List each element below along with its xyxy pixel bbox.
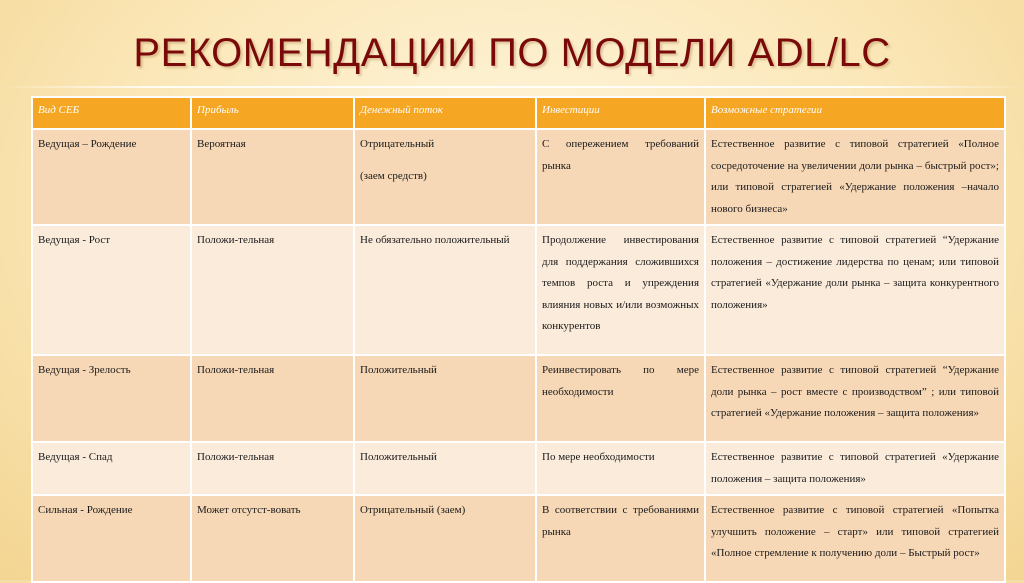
recommendations-table xyxy=(31,96,1006,583)
cell-strategy: Естественное развитие с типовой стратегией «Полное сосредоточение на увеличении доли рынка – быстрый рост»; или типовой стратегией «Удержание положения –начало нового бизнеса» xyxy=(705,129,1005,225)
cell-strategy: Естественное развитие с типовой стратегией «Попытка улучшить положение – старт» или типовой стратегией «Полное стремление к получению доли – Быстрый рост» xyxy=(705,495,1005,582)
table-row xyxy=(32,225,1005,355)
page-title: РЕКОМЕНДАЦИИ ПО МОДЕЛИ ADL/LC xyxy=(133,31,891,75)
table-row xyxy=(32,355,1005,442)
cell-cashflow: Отрицательный (заем) xyxy=(354,495,536,582)
cell-profit: Может отсутст-вовать xyxy=(191,495,354,582)
cell-investment: С опережением требований рынка xyxy=(536,129,705,225)
cell-cashflow xyxy=(354,129,536,225)
table-row xyxy=(32,442,1005,495)
cell-type: Ведущая - Спад xyxy=(32,442,191,495)
cell-type: Ведущая - Рост xyxy=(32,225,191,355)
cell-type: Сильная - Рождение xyxy=(32,495,191,582)
cell-profit: Положи-тельная xyxy=(191,355,354,442)
cell-cashflow: Положительный xyxy=(354,355,536,442)
cashflow-note: (заем средств) xyxy=(360,169,427,182)
column-header: Прибыль xyxy=(191,97,354,129)
table-header-row xyxy=(32,97,1005,129)
cell-cashflow: Не обязательно положительный xyxy=(354,225,536,355)
column-header: Возможные стратегии xyxy=(705,97,1005,129)
cell-profit: Вероятная xyxy=(191,129,354,225)
cell-cashflow: Положительный xyxy=(354,442,536,495)
column-header: Инвестиции xyxy=(536,97,705,129)
cell-investment: В соответствии с требованиями рынка xyxy=(536,495,705,582)
column-header: Денежный поток xyxy=(354,97,536,129)
cell-investment: Реинвестировать по мере необходимости xyxy=(536,355,705,442)
cell-strategy: Естественное развитие с типовой стратегией “Удержание доли рынка – рост вместе с производством” ; или типовой стратегией «Удержание положения – защита положения» xyxy=(705,355,1005,442)
cell-strategy: Естественное развитие с типовой стратегией “Удержание положения – достижение лидерства по ценам; или типовой стратегией «Удержание доли рынка – защита конкурентного положения» xyxy=(705,225,1005,355)
cell-strategy: Естественное развитие с типовой стратегией «Удержание положения – защита положения» xyxy=(705,442,1005,495)
cell-investment: Продолжение инвестирования для поддержания сложившихся темпов роста и упреждения влияния новых и/или возможных конкурентов xyxy=(536,225,705,355)
cell-investment: По мере необходимости xyxy=(536,442,705,495)
cell-profit: Положи-тельная xyxy=(191,442,354,495)
cashflow-value: Отрицательный xyxy=(360,138,435,150)
cell-type: Ведущая – Рождение xyxy=(32,129,191,225)
table-row xyxy=(32,495,1005,582)
cell-profit: Положи-тельная xyxy=(191,225,354,355)
cell-type: Ведущая - Зрелость xyxy=(32,355,191,442)
table-row xyxy=(32,129,1005,225)
column-header: Вид СЕБ xyxy=(32,97,191,129)
title-underline xyxy=(0,86,1024,88)
